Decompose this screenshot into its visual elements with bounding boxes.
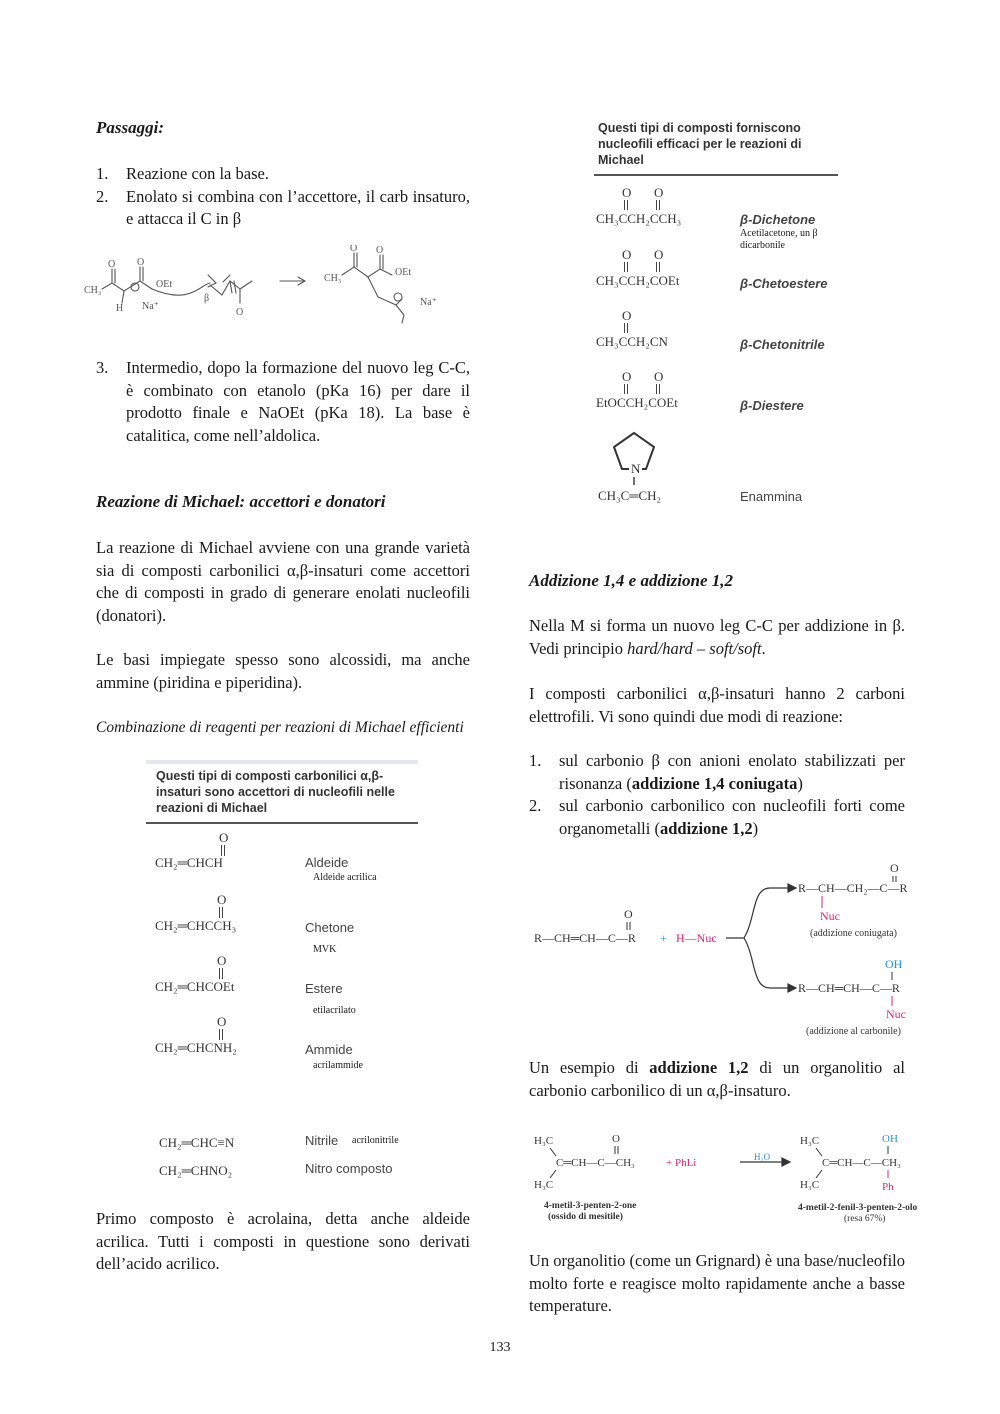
- sketch-label: O: [236, 307, 244, 318]
- reactant-ch3: H₃C: [534, 1179, 554, 1191]
- acceptor-note: Aldeide acrilica: [313, 872, 377, 883]
- donor-name: β-Diestere: [740, 398, 804, 413]
- donor-name: Enammina: [740, 489, 803, 504]
- sketch-label: CH₃: [84, 285, 102, 296]
- acceptor-formula: CH₂═CHCH: [155, 855, 223, 870]
- carbonyl-o: O: [217, 1014, 227, 1029]
- page-number: 133: [489, 1340, 511, 1355]
- step-text: Reazione con la base.: [126, 164, 269, 183]
- list-item: 3. Intermedio, dopo la formazione del nuovo leg C-C, è combinato con etanolo (pKa 16) per dare il prodotto finale e NaOEt (pKa 18). La base è catalitica, come nell’aldolica.: [96, 357, 470, 447]
- carbonyl-o: O: [622, 308, 632, 323]
- product-yield: (resa 67%): [844, 1214, 886, 1224]
- reactant-name-alt: (ossido di mesitile): [548, 1212, 623, 1222]
- step-text: Intermedio, dopo la formazione del nuovo leg C-C, è combinato con etanolo (pKa 16) per dare il prodotto finale e NaOEt (pKa 18). La base è catalitica, come nell’aldolica.: [126, 358, 470, 445]
- passaggi-heading: Passaggi:: [96, 118, 164, 137]
- acceptor-note: acrilonitrile: [352, 1135, 399, 1146]
- addizione-heading: Addizione 1,4 e addizione 1,2: [529, 571, 734, 590]
- step3: [96, 357, 470, 447]
- sketch-label: Na⁺: [420, 297, 437, 308]
- sketch-label: H: [116, 303, 124, 314]
- donor-formula: CH₃C═CH₂: [598, 488, 662, 503]
- sketch-label: O: [376, 245, 384, 256]
- donor-table: [594, 118, 838, 176]
- acrolein-paragraph: Primo composto è acrolaina, detta anche aldeide acrilica. Tutti i composti in questione sono derivati dell’acido acrilico.: [96, 1209, 470, 1273]
- sketch-label: O: [350, 245, 358, 254]
- list-item: 1. sul carbonio β con anioni enolato stabilizzati per risonanza (addizione 1,4 coniugata): [529, 751, 905, 793]
- michael-paragraph: La reazione di Michael avviene con una grande varietà sia di composti carbonilici α,β-insaturi come accettori che di composti in grado di generare enolati nucleofili (donatori).: [96, 538, 470, 625]
- sketch-label: OEt: [156, 279, 173, 290]
- donor-formula: CH₃CCH₂CN: [596, 334, 668, 349]
- reactant-label: R—CH═CH—C—R: [534, 931, 636, 945]
- acceptor-table-header: Questi tipi di composti carbonilici α,β-insaturi sono accettori di nucleofili nelle reazioni di Michael: [156, 769, 395, 815]
- addizione-paragraph: Nella M si forma un nuovo leg C-C per addizione in β. Vedi principio hard/hard – soft/soft.: [529, 616, 905, 658]
- acceptor-formula: CH₂═CHNO₂: [159, 1163, 233, 1178]
- electrophile-paragraph: I composti carbonilici α,β-insaturi hanno 2 carboni elettrofili. Vi sono quindi due modi di reazione:: [529, 684, 905, 726]
- product2-caption: (addizione al carbonile): [806, 1026, 901, 1037]
- acceptor-note: MVK: [313, 944, 337, 955]
- acceptor-name: Estere: [305, 981, 343, 996]
- donor-rows: [594, 185, 854, 515]
- carbonyl-o: O: [654, 247, 664, 262]
- acceptor-rows: [155, 830, 445, 1190]
- sketch-label: CH₃: [324, 273, 342, 284]
- carbonyl-o: O: [654, 369, 664, 384]
- product-name: 4-metil-2-fenil-3-penten-2-olo: [798, 1203, 918, 1213]
- product-ch3: H₃C: [800, 1135, 820, 1147]
- carbonyl-o: O: [217, 892, 227, 907]
- acceptor-name: Chetone: [305, 920, 355, 935]
- product-ch3: H₃C: [800, 1179, 820, 1191]
- acceptor-formula: CH₂═CHCCH₃: [155, 918, 237, 933]
- sketch-label: OEt: [395, 267, 412, 278]
- reactant-formula: C═CH—C—CH₃: [556, 1157, 635, 1169]
- acceptor-name: Nitro composto: [305, 1161, 393, 1176]
- product2-label: R—CH═CH—C—R: [798, 981, 900, 995]
- product1-caption: (addizione coniugata): [810, 928, 897, 939]
- donor-table-header: Questi tipi di composti forniscono nucleofili efficaci per le reazioni di Michael: [598, 121, 802, 167]
- donor-name: β-Chetonitrile: [740, 337, 825, 352]
- plus-sign: +: [660, 931, 667, 945]
- donor-formula: CH₃CCH₂CCH₃: [596, 211, 682, 226]
- nitrogen-label: N: [631, 461, 641, 476]
- handwritten-mechanism-sketch: [80, 245, 480, 335]
- product2-nuc: Nuc: [886, 1007, 906, 1021]
- donor-name: β-Chetoestere: [740, 276, 828, 291]
- product2-oh: OH: [885, 957, 903, 971]
- reactant-ch3: H₃C: [534, 1135, 554, 1147]
- list-item: 1. Reazione con la base.: [96, 163, 470, 186]
- carbonyl-o: O: [890, 861, 899, 875]
- carbonyl-o: O: [217, 953, 227, 968]
- list-item: 2. sul carbonio carbonilico con nucleofili forti come organometalli (addizione 1,2): [529, 796, 905, 838]
- product-oh: OH: [882, 1133, 898, 1145]
- carbonyl-o: O: [612, 1133, 620, 1145]
- michael-heading: Reazione di Michael: accettori e donatori: [96, 492, 386, 511]
- acceptor-formula: CH₂═CHCNH₂: [155, 1040, 237, 1055]
- carbonyl-o: O: [219, 830, 229, 845]
- organolithium-paragraph: Un esempio di addizione 1,2 di un organolitio al carbonio carbonilico di un α,β-insaturo.: [529, 1058, 905, 1100]
- list-item: 2. Enolato si combina con l’accettore, il carb insaturo, e attacca il C in β: [96, 186, 470, 231]
- acceptor-name: Ammide: [305, 1042, 353, 1057]
- modes-list: [529, 750, 905, 840]
- donor-formula: CH₃CCH₂COEt: [596, 273, 680, 288]
- bases-paragraph: Le basi impiegate spesso sono alcossidi, ma anche ammine (piridina e piperidina).: [96, 650, 470, 692]
- sketch-label: Na⁺: [142, 301, 159, 312]
- sketch-label: O: [137, 257, 145, 268]
- nucleophile-label: H—Nuc: [676, 931, 717, 945]
- carbonyl-o: O: [624, 907, 633, 921]
- carbonyl-o: O: [622, 185, 632, 200]
- acceptor-formula: CH₂═CHC≡N: [159, 1135, 235, 1150]
- acceptor-name: Nitrile: [305, 1133, 339, 1148]
- product1-label: R—CH—CH₂—C—R: [798, 881, 908, 895]
- grignard-paragraph: Un organolitio (come un Grignard) è una base/nucleofilo molto forte e reagisce molto rapidamente anche a basse temperature.: [529, 1251, 905, 1315]
- sketch-label: β: [204, 293, 210, 304]
- addition-scheme: [530, 858, 930, 1038]
- acceptor-table: [146, 760, 418, 824]
- acceptor-formula: CH₂═CHCOEt: [155, 979, 235, 994]
- donor-name: β-Dichetone: [740, 212, 816, 227]
- organolithium-example: [530, 1128, 940, 1228]
- donor-note: Acetilacetone, un β dicarbonile: [740, 228, 818, 251]
- carbonyl-o: O: [654, 185, 664, 200]
- phli-reagent: + PhLi: [666, 1157, 697, 1169]
- product-formula: C═CH—C—CH₃: [822, 1157, 901, 1169]
- product1-nuc: Nuc: [820, 909, 840, 923]
- arrow-label: H₂O: [754, 1152, 771, 1162]
- acceptor-note: acrilammide: [313, 1060, 363, 1071]
- product-ph: Ph: [882, 1181, 894, 1193]
- step-text: Enolato si combina con l’accettore, il carb insaturo, e attacca il C in β: [126, 186, 470, 228]
- acceptor-name: Aldeide: [305, 855, 349, 870]
- pyrrolidine-ring: [604, 429, 664, 487]
- steps-list: [96, 163, 470, 231]
- carbonyl-o: O: [622, 247, 632, 262]
- acceptor-note: etilacrilato: [313, 1005, 356, 1016]
- carbonyl-o: O: [622, 369, 632, 384]
- sketch-label: O: [108, 259, 116, 270]
- combination-caption: Combinazione di reagenti per reazioni di Michael efficienti: [96, 719, 464, 736]
- donor-formula: EtOCCH₂COEt: [596, 395, 678, 410]
- reactant-name: 4-metil-3-penten-2-one: [544, 1201, 637, 1211]
